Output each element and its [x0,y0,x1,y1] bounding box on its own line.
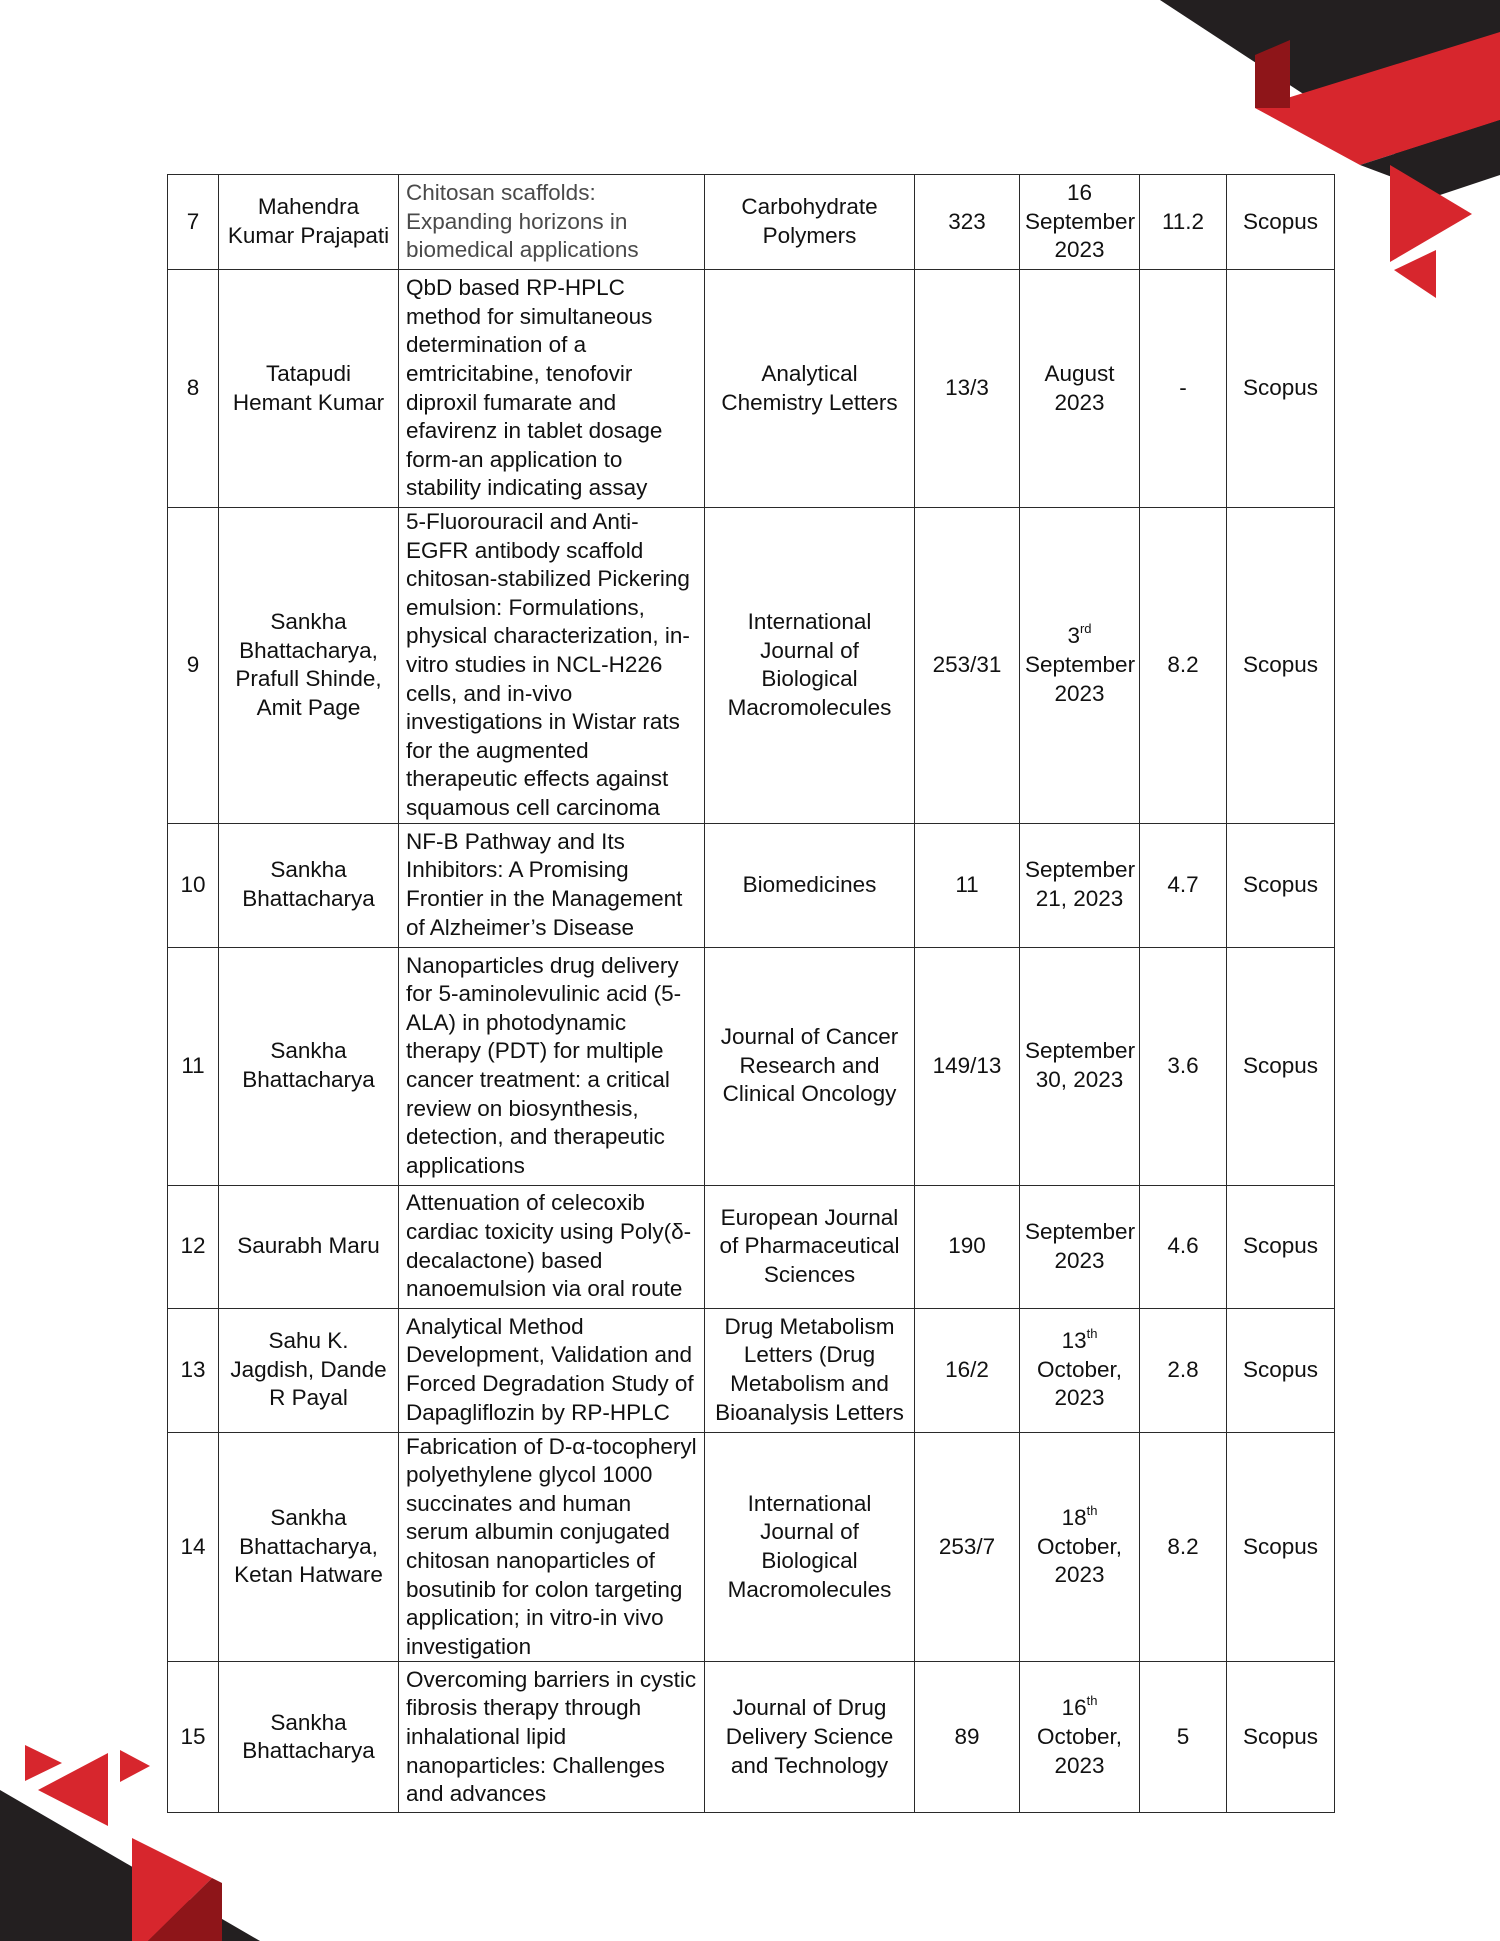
date-cell [1020,1308,1140,1432]
bottom-left-deep-red [148,1878,222,1941]
date-text: October, 2023 [1036,1723,1123,1778]
index-cell: Scopus [1227,1185,1335,1308]
volume-cell: 13/3 [915,270,1020,508]
title-cell: Fabrication of D-α-tocopheryl polyethylene glycol 1000 succinates and human serum albumin conjugated chitosan nanoparticles of bosutinib for colon targeting application; in vitro-in vivo investigation [399,1432,705,1662]
authors-cell: Sankha Bhattacharya [219,823,399,947]
date-day: 18 [1061,1505,1087,1531]
table-row [168,1308,1335,1432]
table-row [168,1432,1335,1662]
title-cell: Nanoparticles drug delivery for 5-aminolevulinic acid (5-ALA) in photodynamic therapy (PDT) for multiple cancer treatment: a critical review on biosynthesis, detection, and therapeutic applications [399,947,705,1185]
volume-cell: 253/31 [915,508,1020,824]
title-cell: Chitosan scaffolds: Expanding horizons in biomedical applications [399,175,705,270]
top-right-dark-lower [1360,120,1500,195]
title-cell: 5-Fluorouracil and Anti-EGFR antibody scaffold chitosan-stabilized Pickering emulsion: Formulations, physical characterization, in-vitro studies in NCL-H226 cells, and in-vivo investigations in Wistar rats for the augmented therapeutic effects against squamous cell carcinoma [399,508,705,824]
date-cell [1020,175,1140,270]
date-cell [1020,1432,1140,1662]
row-number: 15 [168,1662,219,1813]
journal-cell: International Journal of Biological Macromolecules [705,508,915,824]
journal-cell: Analytical Chemistry Letters [705,270,915,508]
impact-factor-cell: 5 [1140,1662,1227,1813]
table-row [168,947,1335,1185]
journal-cell: Biomedicines [705,823,915,947]
impact-factor-cell: 4.7 [1140,823,1227,947]
impact-factor-cell: 3.6 [1140,947,1227,1185]
row-number: 7 [168,175,219,270]
row-number: 12 [168,1185,219,1308]
row-number: 13 [168,1308,219,1432]
table-row [168,508,1335,824]
date-ordinal: th [1086,1502,1098,1518]
table-row [168,175,1335,270]
date-text: September 2023 [1025,651,1136,706]
authors-cell: Tatapudi Hemant Kumar [219,270,399,508]
title-cell: NF-B Pathway and Its Inhibitors: A Promising Frontier in the Management of Alzheimer’s Disease [399,823,705,947]
volume-cell: 149/13 [915,947,1020,1185]
date-text: October, 2023 [1036,1356,1123,1411]
date-cell [1020,508,1140,824]
title-cell: Analytical Method Development, Validation and Forced Degradation Study of Dapagliflozin by RP-HPLC [399,1308,705,1432]
table-row [168,1662,1335,1813]
date-day: 13 [1061,1328,1087,1354]
table-row [168,1185,1335,1308]
authors-cell: Sankha Bhattacharya [219,947,399,1185]
title-cell: Attenuation of celecoxib cardiac toxicity using Poly(δ-decalactone) based nanoemulsion via oral route [399,1185,705,1308]
volume-cell: 89 [915,1662,1020,1813]
top-right-red-band [1255,32,1500,165]
journal-cell: Journal of Drug Delivery Science and Technology [705,1662,915,1813]
date-cell [1020,947,1140,1185]
authors-cell: Sankha Bhattacharya, Prafull Shinde, Amit Page [219,508,399,824]
index-cell: Scopus [1227,947,1335,1185]
date-cell [1020,1662,1140,1813]
volume-cell: 11 [915,823,1020,947]
top-right-deep-red [1255,40,1290,108]
bottom-left-red-triangle [38,1753,108,1826]
journal-cell: International Journal of Biological Macromolecules [705,1432,915,1662]
row-number: 10 [168,823,219,947]
title-cell: Overcoming barriers in cystic fibrosis therapy through inhalational lipid nanoparticles: Challenges and advances [399,1662,705,1813]
date-day: 16 [1061,1695,1087,1721]
date-cell [1020,1185,1140,1308]
date-text: August 2023 [1044,360,1115,415]
volume-cell: 323 [915,175,1020,270]
journal-cell: European Journal of Pharmaceutical Sciences [705,1185,915,1308]
authors-cell: Sankha Bhattacharya, Ketan Hatware [219,1432,399,1662]
journal-cell: Drug Metabolism Letters (Drug Metabolism and Bioanalysis Letters [705,1308,915,1432]
index-cell: Scopus [1227,270,1335,508]
publications-table [167,174,1335,1813]
date-ordinal: rd [1079,620,1092,636]
authors-cell: Mahendra Kumar Prajapati [219,175,399,270]
table-row [168,823,1335,947]
bottom-left-small-triangle [25,1745,62,1781]
bottom-left-lower-triangle [132,1838,212,1941]
index-cell: Scopus [1227,1662,1335,1813]
impact-factor-cell: 8.2 [1140,508,1227,824]
row-number: 14 [168,1432,219,1662]
volume-cell: 16/2 [915,1308,1020,1432]
date-text: 16 September 2023 [1025,180,1136,263]
impact-factor-cell: - [1140,270,1227,508]
date-text: September 21, 2023 [1025,857,1136,912]
date-ordinal: th [1086,1325,1098,1341]
title-cell: QbD based RP-HPLC method for simultaneous determination of a emtricitabine, tenofovir diproxil fumarate and efavirenz in tablet dosage form-an application to stability indicating assay [399,270,705,508]
date-ordinal: th [1086,1692,1098,1708]
row-number: 8 [168,270,219,508]
date-text: September 30, 2023 [1025,1038,1136,1093]
impact-factor-cell: 11.2 [1140,175,1227,270]
date-text: September 2023 [1025,1218,1136,1273]
top-right-dark-band [1160,0,1500,190]
index-cell: Scopus [1227,1308,1335,1432]
authors-cell: Sahu K. Jagdish, Dande R Payal [219,1308,399,1432]
table-row [168,270,1335,508]
impact-factor-cell: 4.6 [1140,1185,1227,1308]
authors-cell: Sankha Bhattacharya [219,1662,399,1813]
right-red-triangle [1390,165,1472,262]
row-number: 11 [168,947,219,1185]
date-day: 3 [1067,623,1080,649]
index-cell: Scopus [1227,1432,1335,1662]
date-cell [1020,823,1140,947]
date-cell [1020,270,1140,508]
volume-cell: 190 [915,1185,1020,1308]
volume-cell: 253/7 [915,1432,1020,1662]
date-text: October, 2023 [1036,1533,1123,1588]
right-small-triangle [1394,250,1436,298]
journal-cell: Journal of Cancer Research and Clinical Oncology [705,947,915,1185]
journal-cell: Carbohydrate Polymers [705,175,915,270]
authors-cell: Saurabh Maru [219,1185,399,1308]
index-cell: Scopus [1227,175,1335,270]
bottom-left-right-triangle [120,1750,150,1782]
impact-factor-cell: 8.2 [1140,1432,1227,1662]
impact-factor-cell: 2.8 [1140,1308,1227,1432]
index-cell: Scopus [1227,508,1335,824]
row-number: 9 [168,508,219,824]
index-cell: Scopus [1227,823,1335,947]
